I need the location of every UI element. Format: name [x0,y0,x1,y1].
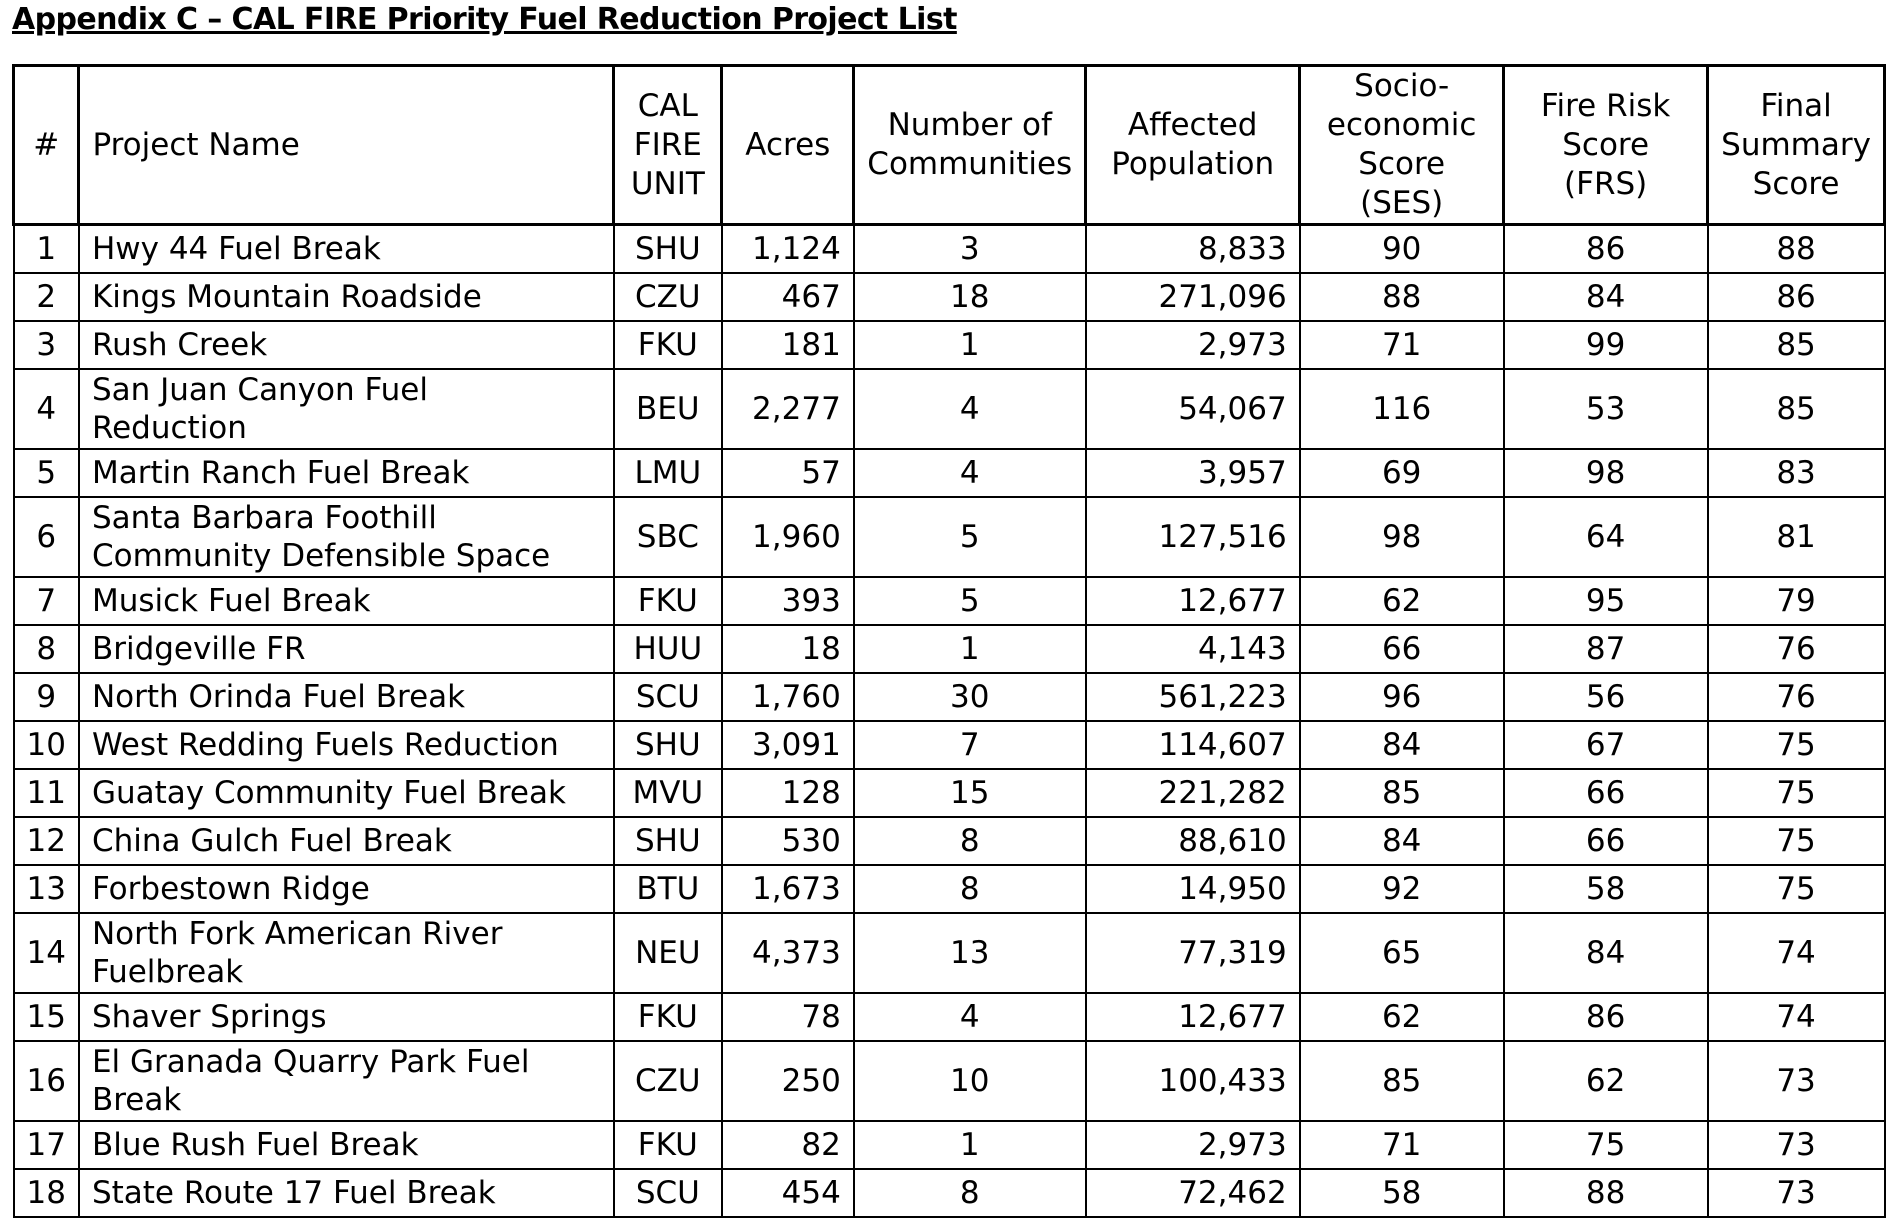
cell-unit: SHU [614,817,722,865]
table-row [14,721,1885,769]
cell-project-name: Guatay Community Fuel Break [79,769,614,817]
cell-project-name: Bridgeville FR [79,625,614,673]
cell-communities: 1 [854,625,1086,673]
cell-num: 11 [14,769,79,817]
cell-num: 3 [14,321,79,369]
cell-unit: SCU [614,1169,722,1217]
cell-population: 8,833 [1086,225,1300,273]
cell-unit: CZU [614,273,722,321]
cell-frs: 86 [1504,993,1708,1041]
cell-final-score: 83 [1708,449,1885,497]
cell-final-score: 74 [1708,993,1885,1041]
cell-final-score: 75 [1708,769,1885,817]
cell-acres: 250 [722,1041,854,1121]
header-ses: Socio- economic Score (SES) [1300,66,1504,225]
cell-num: 15 [14,993,79,1041]
cell-final-score: 76 [1708,625,1885,673]
cell-communities: 1 [854,1121,1086,1169]
cell-population: 12,677 [1086,577,1300,625]
cell-final-score: 85 [1708,369,1885,449]
cell-population: 114,607 [1086,721,1300,769]
cell-acres: 2,277 [722,369,854,449]
table-row [14,993,1885,1041]
cell-population: 72,462 [1086,1169,1300,1217]
cell-num: 8 [14,625,79,673]
cell-frs: 66 [1504,817,1708,865]
cell-acres: 82 [722,1121,854,1169]
table-row [14,625,1885,673]
cell-num: 16 [14,1041,79,1121]
cell-communities: 4 [854,369,1086,449]
cell-frs: 58 [1504,865,1708,913]
table-row [14,273,1885,321]
cell-frs: 67 [1504,721,1708,769]
cell-final-score: 86 [1708,273,1885,321]
cell-project-name: Blue Rush Fuel Break [79,1121,614,1169]
cell-unit: FKU [614,1121,722,1169]
cell-project-name: North Orinda Fuel Break [79,673,614,721]
cell-final-score: 88 [1708,225,1885,273]
cell-communities: 3 [854,225,1086,273]
cell-unit: CZU [614,1041,722,1121]
cell-ses: 92 [1300,865,1504,913]
cell-unit: SHU [614,225,722,273]
cell-ses: 62 [1300,577,1504,625]
table-row [14,225,1885,273]
table-row [14,577,1885,625]
cell-ses: 69 [1300,449,1504,497]
header-communities: Number of Communities [854,66,1086,225]
cell-ses: 85 [1300,769,1504,817]
cell-project-name: China Gulch Fuel Break [79,817,614,865]
cell-frs: 84 [1504,913,1708,993]
cell-ses: 116 [1300,369,1504,449]
cell-frs: 56 [1504,673,1708,721]
page-title: Appendix C – CAL FIRE Priority Fuel Reduction Project List [12,2,957,37]
cell-communities: 30 [854,673,1086,721]
header-final-score: Final Summary Score [1708,66,1885,225]
cell-project-name: El Granada Quarry Park Fuel Break [79,1041,614,1121]
cell-ses: 98 [1300,497,1504,577]
cell-project-name: Forbestown Ridge [79,865,614,913]
cell-communities: 1 [854,321,1086,369]
cell-communities: 5 [854,577,1086,625]
cell-population: 100,433 [1086,1041,1300,1121]
cell-acres: 454 [722,1169,854,1217]
table-row [14,369,1885,449]
cell-final-score: 81 [1708,497,1885,577]
cell-population: 561,223 [1086,673,1300,721]
header-num: # [14,66,79,225]
cell-unit: NEU [614,913,722,993]
cell-ses: 71 [1300,321,1504,369]
cell-num: 10 [14,721,79,769]
cell-unit: FKU [614,993,722,1041]
cell-ses: 90 [1300,225,1504,273]
table-body [14,225,1885,1217]
cell-communities: 8 [854,817,1086,865]
cell-frs: 99 [1504,321,1708,369]
cell-acres: 1,124 [722,225,854,273]
cell-project-name: Santa Barbara Foothill Community Defensible Space [79,497,614,577]
cell-population: 88,610 [1086,817,1300,865]
cell-frs: 98 [1504,449,1708,497]
cell-ses: 71 [1300,1121,1504,1169]
cell-population: 54,067 [1086,369,1300,449]
cell-final-score: 85 [1708,321,1885,369]
cell-frs: 75 [1504,1121,1708,1169]
cell-communities: 4 [854,449,1086,497]
cell-frs: 64 [1504,497,1708,577]
cell-final-score: 73 [1708,1169,1885,1217]
table-row [14,449,1885,497]
cell-project-name: Martin Ranch Fuel Break [79,449,614,497]
cell-acres: 18 [722,625,854,673]
cell-final-score: 73 [1708,1121,1885,1169]
cell-ses: 65 [1300,913,1504,993]
cell-ses: 88 [1300,273,1504,321]
project-table [12,64,1886,1218]
cell-population: 4,143 [1086,625,1300,673]
cell-project-name: Rush Creek [79,321,614,369]
cell-frs: 95 [1504,577,1708,625]
cell-num: 17 [14,1121,79,1169]
cell-ses: 85 [1300,1041,1504,1121]
cell-frs: 66 [1504,769,1708,817]
table-row [14,1169,1885,1217]
cell-acres: 57 [722,449,854,497]
cell-acres: 181 [722,321,854,369]
cell-ses: 84 [1300,817,1504,865]
header-row [14,66,1885,225]
cell-acres: 4,373 [722,913,854,993]
cell-num: 9 [14,673,79,721]
cell-communities: 18 [854,273,1086,321]
cell-frs: 53 [1504,369,1708,449]
header-project-name: Project Name [79,66,614,225]
cell-population: 127,516 [1086,497,1300,577]
cell-unit: SCU [614,673,722,721]
table-row [14,913,1885,993]
cell-frs: 84 [1504,273,1708,321]
cell-project-name: Kings Mountain Roadside [79,273,614,321]
cell-project-name: Hwy 44 Fuel Break [79,225,614,273]
cell-ses: 62 [1300,993,1504,1041]
cell-unit: FKU [614,577,722,625]
cell-final-score: 75 [1708,865,1885,913]
cell-num: 13 [14,865,79,913]
cell-communities: 7 [854,721,1086,769]
cell-num: 2 [14,273,79,321]
cell-ses: 58 [1300,1169,1504,1217]
cell-project-name: State Route 17 Fuel Break [79,1169,614,1217]
table-row [14,673,1885,721]
cell-ses: 66 [1300,625,1504,673]
cell-population: 77,319 [1086,913,1300,993]
cell-population: 14,950 [1086,865,1300,913]
cell-population: 271,096 [1086,273,1300,321]
cell-num: 6 [14,497,79,577]
cell-final-score: 73 [1708,1041,1885,1121]
cell-frs: 87 [1504,625,1708,673]
cell-unit: FKU [614,321,722,369]
table-row [14,865,1885,913]
header-cal-fire-unit: CAL FIRE UNIT [614,66,722,225]
cell-frs: 62 [1504,1041,1708,1121]
cell-acres: 78 [722,993,854,1041]
cell-frs: 88 [1504,1169,1708,1217]
cell-project-name: Musick Fuel Break [79,577,614,625]
table-header [14,66,1885,225]
table-row [14,769,1885,817]
cell-population: 2,973 [1086,1121,1300,1169]
cell-acres: 393 [722,577,854,625]
cell-unit: HUU [614,625,722,673]
cell-acres: 1,760 [722,673,854,721]
cell-acres: 1,960 [722,497,854,577]
cell-communities: 13 [854,913,1086,993]
cell-num: 12 [14,817,79,865]
cell-final-score: 75 [1708,817,1885,865]
table-row [14,817,1885,865]
cell-final-score: 75 [1708,721,1885,769]
cell-final-score: 76 [1708,673,1885,721]
cell-communities: 10 [854,1041,1086,1121]
table-row [14,497,1885,577]
cell-unit: SHU [614,721,722,769]
cell-communities: 8 [854,865,1086,913]
cell-unit: BTU [614,865,722,913]
cell-unit: MVU [614,769,722,817]
cell-project-name: West Redding Fuels Reduction [79,721,614,769]
cell-final-score: 79 [1708,577,1885,625]
cell-project-name: North Fork American River Fuelbreak [79,913,614,993]
cell-unit: BEU [614,369,722,449]
table-row [14,1121,1885,1169]
cell-population: 12,677 [1086,993,1300,1041]
cell-communities: 4 [854,993,1086,1041]
cell-population: 3,957 [1086,449,1300,497]
cell-acres: 128 [722,769,854,817]
cell-ses: 96 [1300,673,1504,721]
cell-population: 2,973 [1086,321,1300,369]
cell-communities: 5 [854,497,1086,577]
cell-acres: 3,091 [722,721,854,769]
cell-final-score: 74 [1708,913,1885,993]
cell-communities: 8 [854,1169,1086,1217]
cell-num: 4 [14,369,79,449]
cell-unit: LMU [614,449,722,497]
cell-acres: 467 [722,273,854,321]
cell-communities: 15 [854,769,1086,817]
cell-project-name: San Juan Canyon Fuel Reduction [79,369,614,449]
cell-project-name: Shaver Springs [79,993,614,1041]
cell-num: 14 [14,913,79,993]
header-population: Affected Population [1086,66,1300,225]
cell-frs: 86 [1504,225,1708,273]
cell-ses: 84 [1300,721,1504,769]
table-row [14,321,1885,369]
cell-num: 5 [14,449,79,497]
cell-population: 221,282 [1086,769,1300,817]
table-row [14,1041,1885,1121]
cell-unit: SBC [614,497,722,577]
cell-acres: 1,673 [722,865,854,913]
cell-num: 1 [14,225,79,273]
header-frs: Fire Risk Score (FRS) [1504,66,1708,225]
cell-num: 7 [14,577,79,625]
cell-num: 18 [14,1169,79,1217]
cell-acres: 530 [722,817,854,865]
header-acres: Acres [722,66,854,225]
